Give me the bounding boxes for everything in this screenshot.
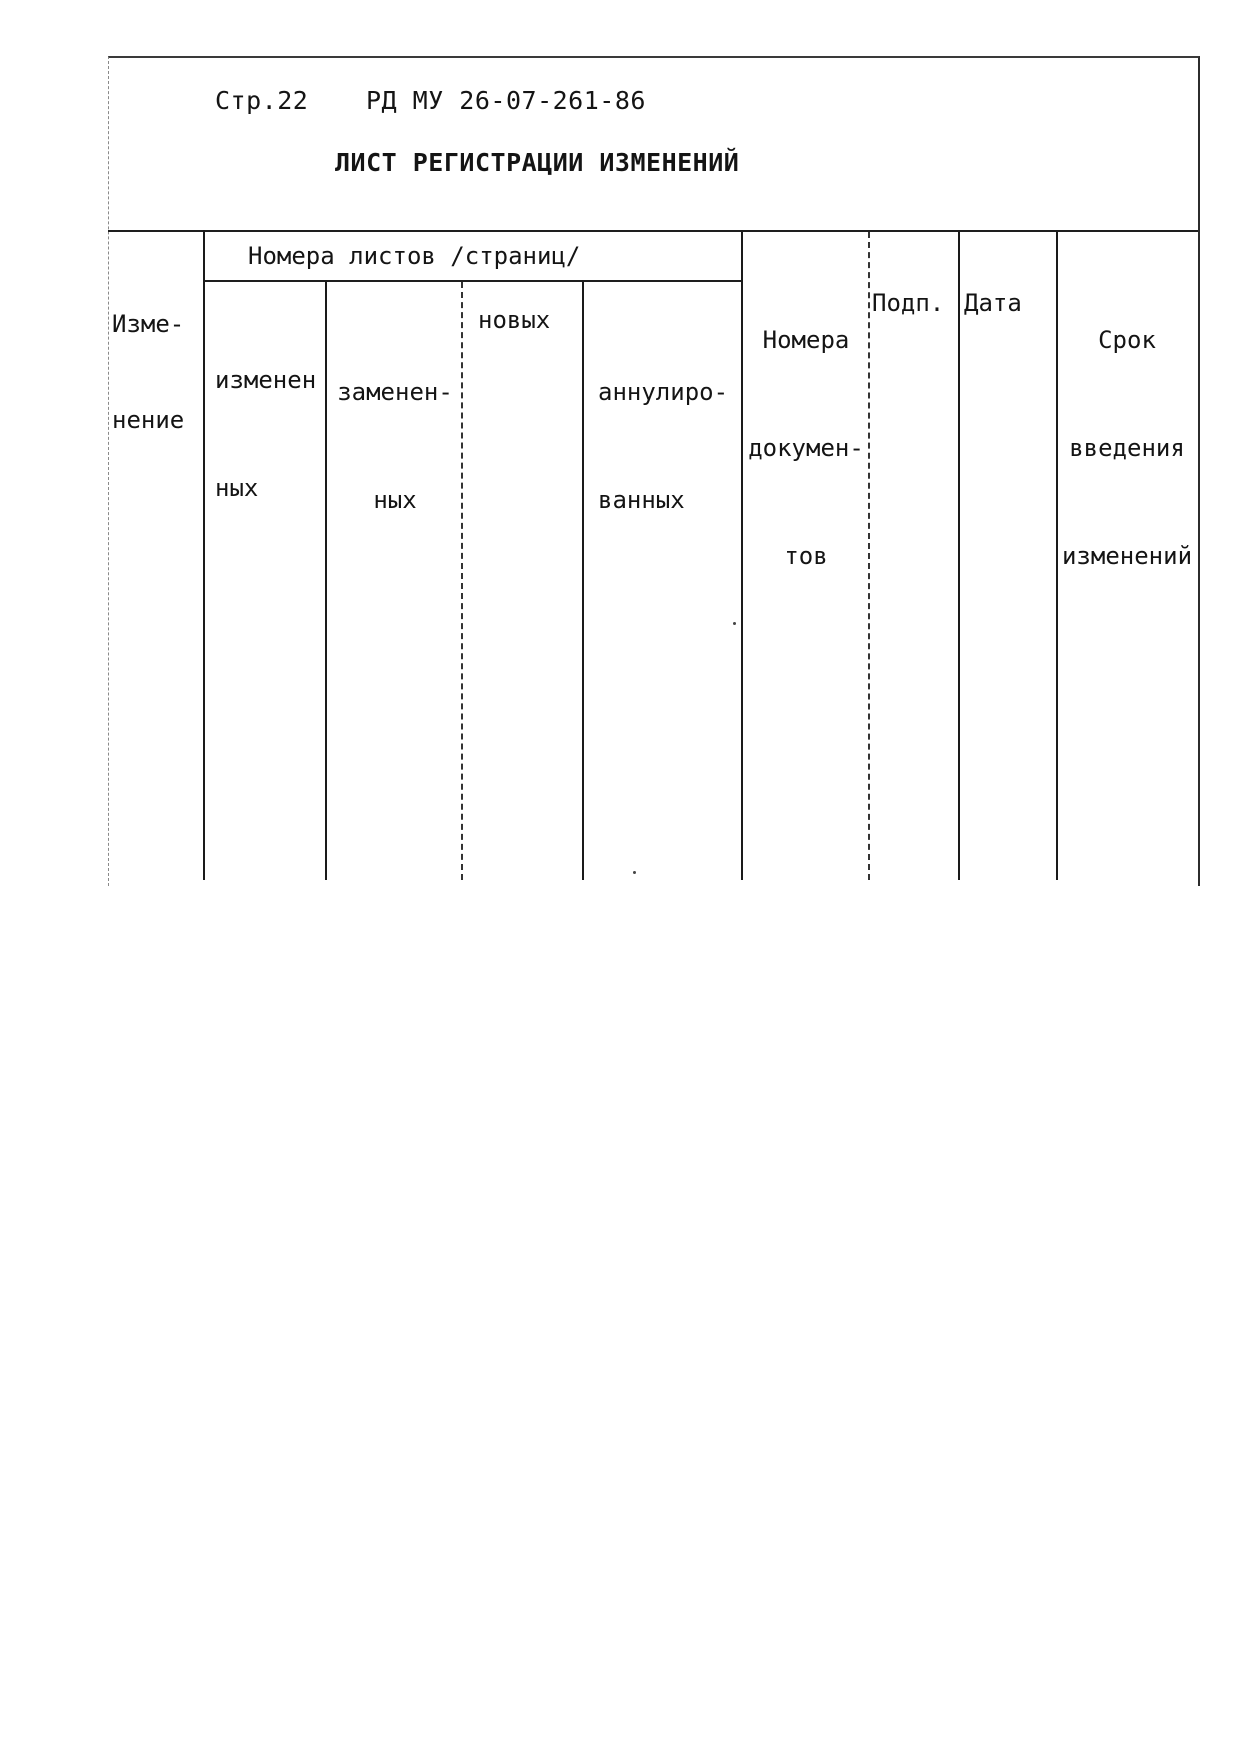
column-divider bbox=[958, 232, 960, 880]
document-code: РД МУ 26-07-261-86 bbox=[366, 86, 646, 115]
page-number: Стр.22 bbox=[215, 86, 309, 115]
header-cell-date: Дата bbox=[964, 289, 1022, 317]
header-cell-signature: Подп. bbox=[872, 289, 945, 317]
sheet-title: ЛИСТ РЕГИСТРАЦИИ ИЗМЕНЕНИЙ bbox=[335, 148, 740, 177]
header-cell-annulled: аннулиро- ванных bbox=[598, 378, 729, 514]
table-top-border bbox=[108, 230, 1198, 232]
header-cell-sheet-numbers: Номера листов /страниц/ bbox=[248, 242, 581, 270]
header-cell-changed: изменен ных bbox=[215, 366, 317, 502]
column-divider bbox=[461, 282, 463, 880]
header-cell-new: новых bbox=[478, 306, 551, 334]
scan-speck bbox=[733, 622, 736, 625]
header-cell-replaced: заменен- ных bbox=[337, 378, 453, 514]
header-cell-change: Изме- нение bbox=[112, 310, 185, 434]
header-cell-document-numbers: Номера докумен- тов bbox=[748, 326, 864, 570]
column-divider bbox=[203, 230, 205, 880]
column-divider bbox=[582, 282, 584, 880]
header-cell-deadline: Срок введения изменений bbox=[1061, 326, 1193, 570]
scan-speck bbox=[633, 871, 636, 874]
column-divider bbox=[741, 232, 743, 880]
column-divider bbox=[868, 232, 870, 880]
group-header-divider bbox=[205, 280, 742, 282]
column-divider bbox=[325, 282, 327, 880]
